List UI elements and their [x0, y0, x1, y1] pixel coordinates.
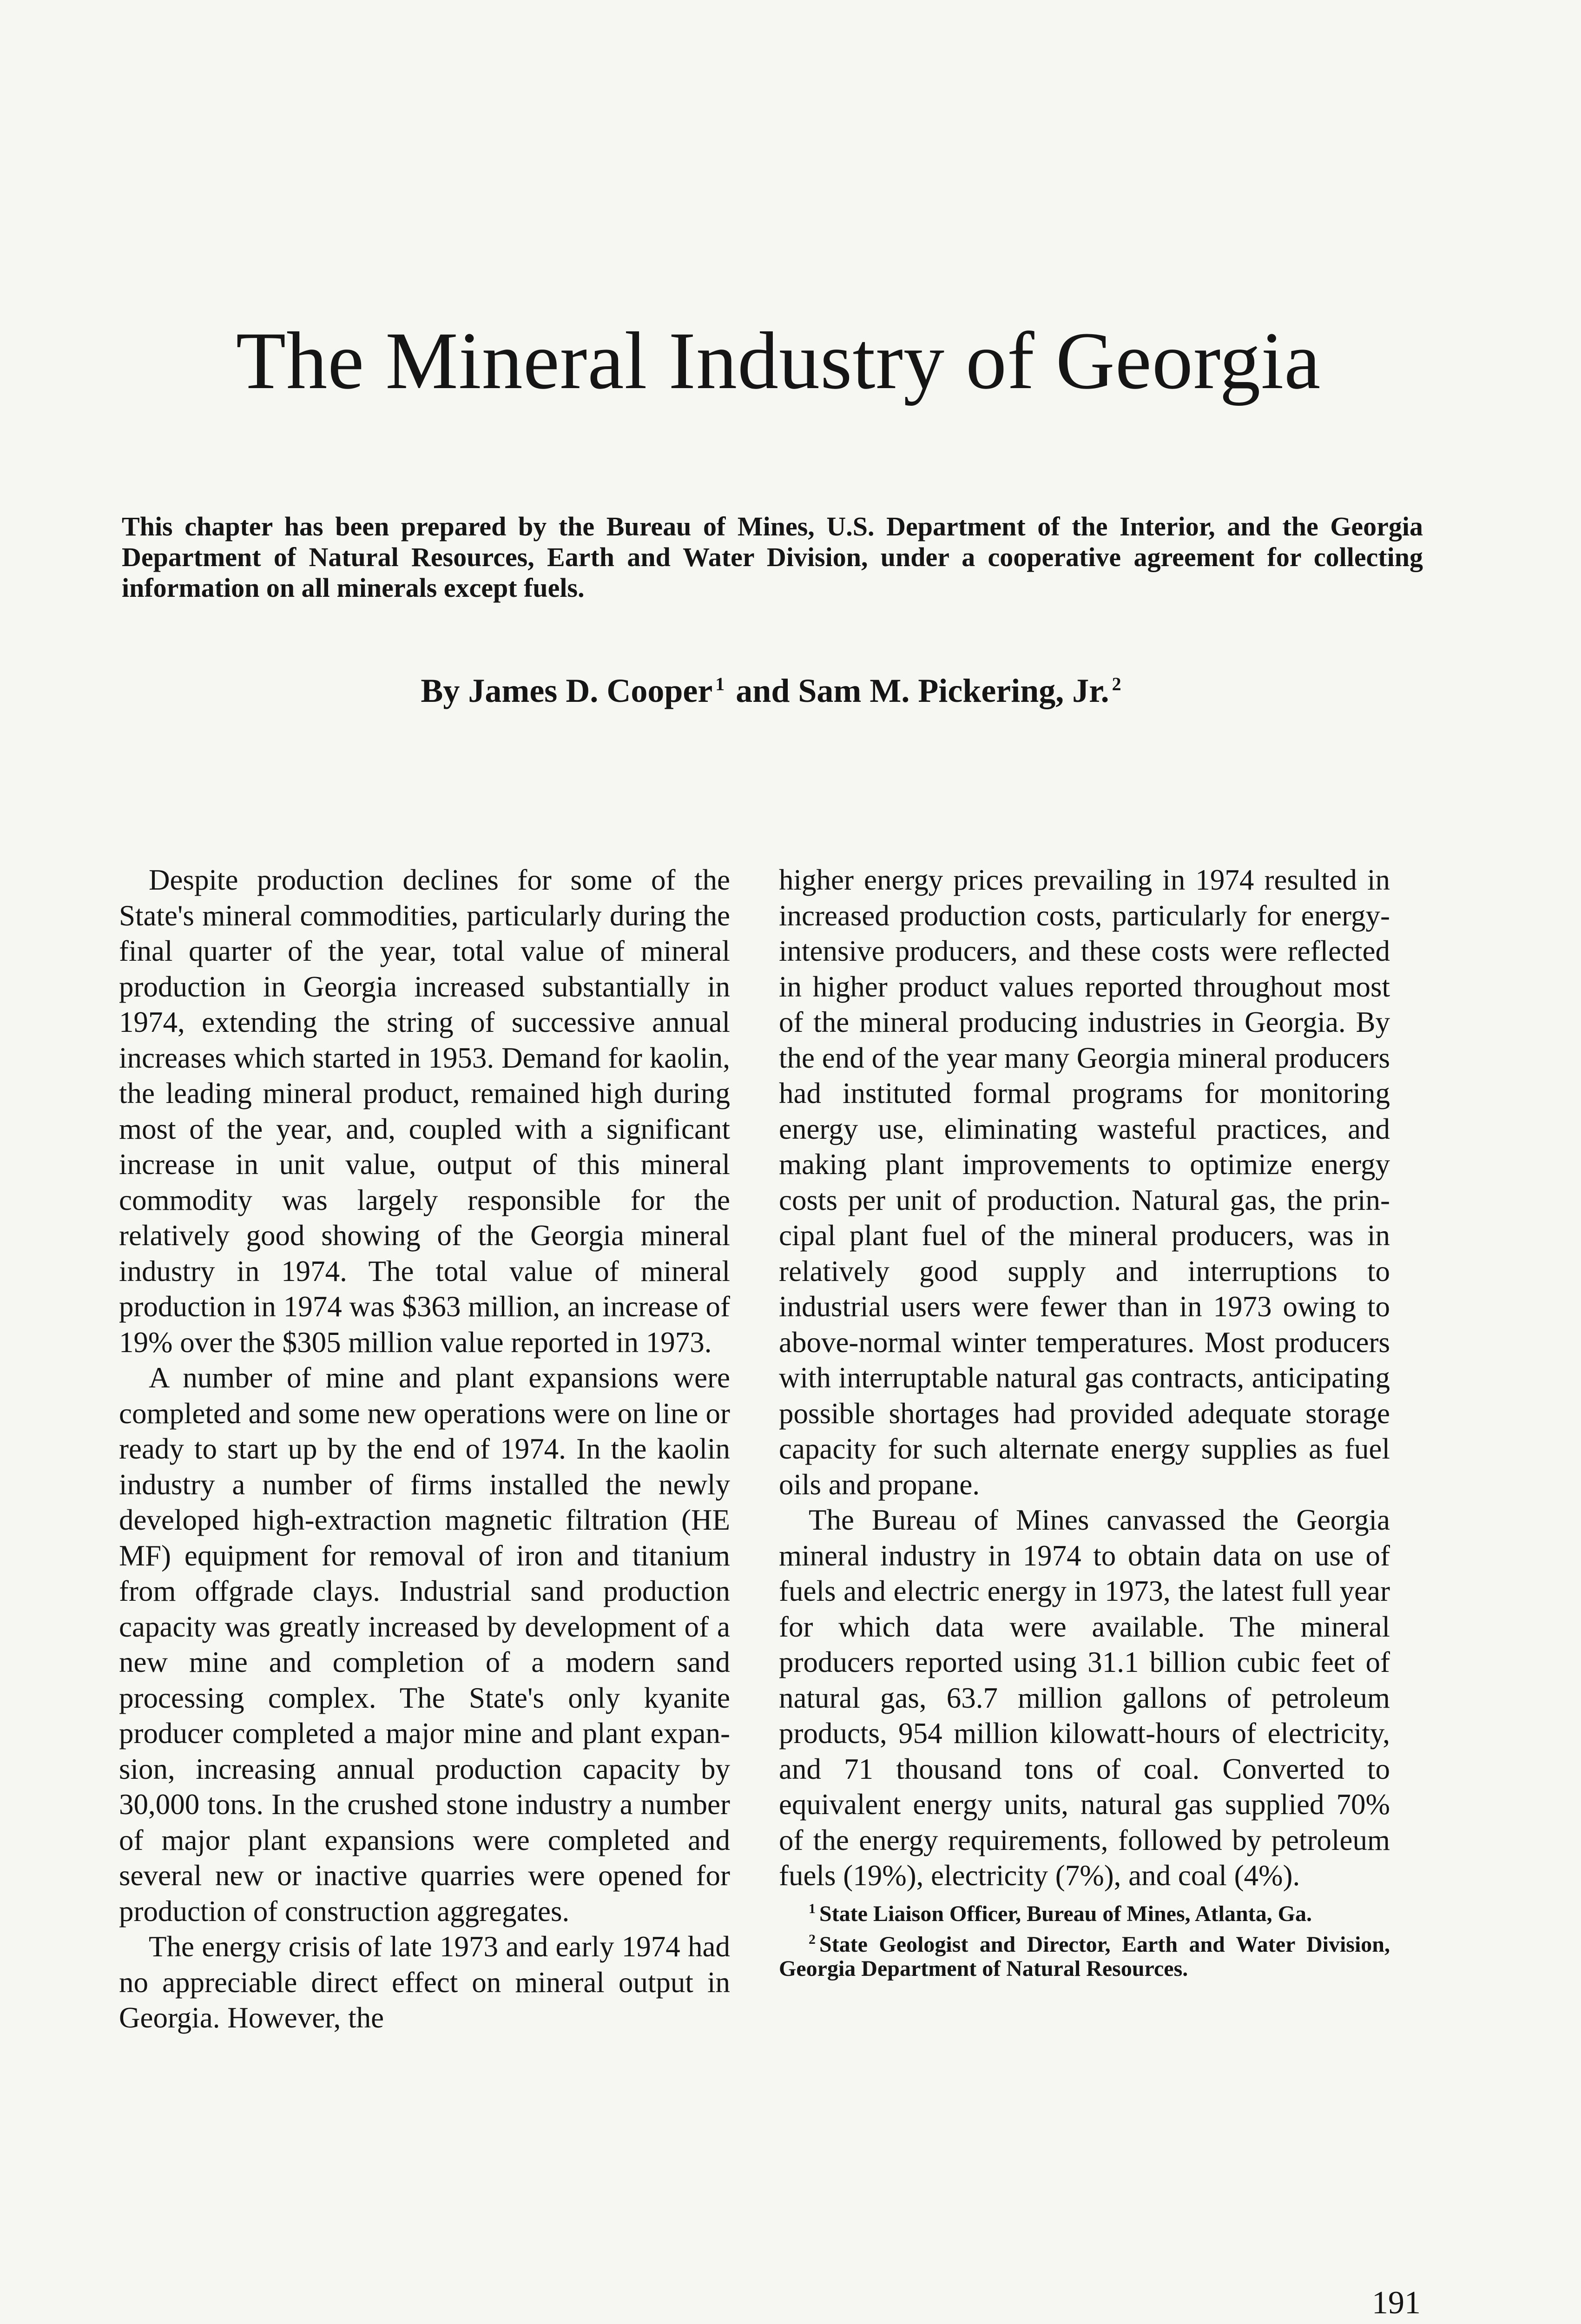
byline: [122, 672, 1423, 710]
footnote-marker: 1: [809, 1901, 816, 1916]
byline-conjunction: and: [736, 672, 790, 709]
footnote: [779, 1902, 1390, 1926]
chapter-intro: This chapter has been prepared by the Bureau of Mines, U.S. Department of the Interior, and the Georgia Department of Natural Resources, Earth and Water Division, under a cooperative agreement for collecting information on all minerals except fuels.: [122, 511, 1423, 603]
paragraph: A number of mine and plant expansions were completed and some new operations were on line or ready to start up by the end of 1974. In the kaolin industry a number of firms installed the newly developed high-extraction magnetic filtration (HE MF) equipment for removal of iron and titanium from offgrade clays. Industrial sand production capacity was greatly increased by development of a new mine and completion of a modern sand processing complex. The State's only kyanite producer completed a major mine and plant expansion, increasing annual production capacity by 30,000 tons. In the crushed stone industry a number of major plant expansions were completed and several new or inactive quarries were opened for production of construction aggregates.: [119, 1361, 730, 1928]
paragraph: The Bureau of Mines canvassed the Georgia mineral industry in 1974 to obtain data on use of fuels and electric energy in 1973, the latest full year for which data were available. The mineral producers reported using 31.1 billion cubic feet of natural gas, 63.7 million gallons of petroleum products, 954 million kilowatt-hours of electricity, and 71 thousand tons of coal. Converted to equivalent energy units, natural gas supplied 70% of the energy requirements, followed by petroleum fuels (19%), electricity (7%), and coal (4%).: [779, 1504, 1390, 1892]
page-number: 191: [1372, 2285, 1421, 2321]
footnote-marker: 2: [809, 1931, 816, 1947]
author-2-footnote-marker: 2: [1112, 673, 1121, 694]
left-column: [119, 862, 730, 2036]
footnote-text: State Geologist and Director, Earth and Water Division, Georgia Department of Natural Resources.: [779, 1932, 1390, 1981]
author-2: Sam M. Pickering, Jr.: [798, 672, 1109, 709]
right-column: [779, 862, 1390, 1987]
author-1: James D. Cooper: [468, 672, 713, 709]
paragraph: The energy crisis of late 1973 and early 1974 had no appreciable direct effect on mineral output in Georgia. However, the: [119, 1930, 730, 2034]
footnotes: [779, 1902, 1390, 1981]
paragraph: higher energy prices prevailing in 1974 resulted in increased production costs, particularly for energy-intensive producers, and these costs were reflected in higher product values reported throughout most of the mineral producing industries in Georgia. By the end of the year many Georgia mineral producers had instituted formal programs for monitoring energy use, eliminating wasteful practices, and making plant improvements to optimize energy costs per unit of production. Natural gas, the principal plant fuel of the mineral producers, was in relatively good supply and interruptions to industrial users were fewer than in 1973 owing to above-normal winter temperatures. Most producers with interruptable natural gas contracts, anticipating possible shortages had provided adequate storage capacity for such alternate energy supplies as fuel oils and propane.: [779, 864, 1390, 1501]
byline-prefix: By: [421, 672, 460, 709]
page-title: The Mineral Industry of Georgia: [236, 316, 1321, 406]
author-1-footnote-marker: 1: [715, 673, 725, 694]
footnote-text: State Liaison Officer, Bureau of Mines, Atlanta, Ga.: [819, 1901, 1312, 1926]
paragraph: Despite production declines for some of the State's mineral commodities, particularly during the final quarter of the year, total value of mineral production in Georgia increased substantially in 1974, extending the string of successive annual increases which started in 1953. Demand for kaolin, the leading mineral product, remained high during most of the year, and, coupled with a significant increase in unit value, output of this mineral commodity was largely responsible for the relatively good showing of the Georgia mineral industry in 1974. The total value of mineral production in 1974 was $363 million, an increase of 19% over the $305 million value reported in 1973.: [119, 864, 730, 1359]
footnote: [779, 1933, 1390, 1981]
